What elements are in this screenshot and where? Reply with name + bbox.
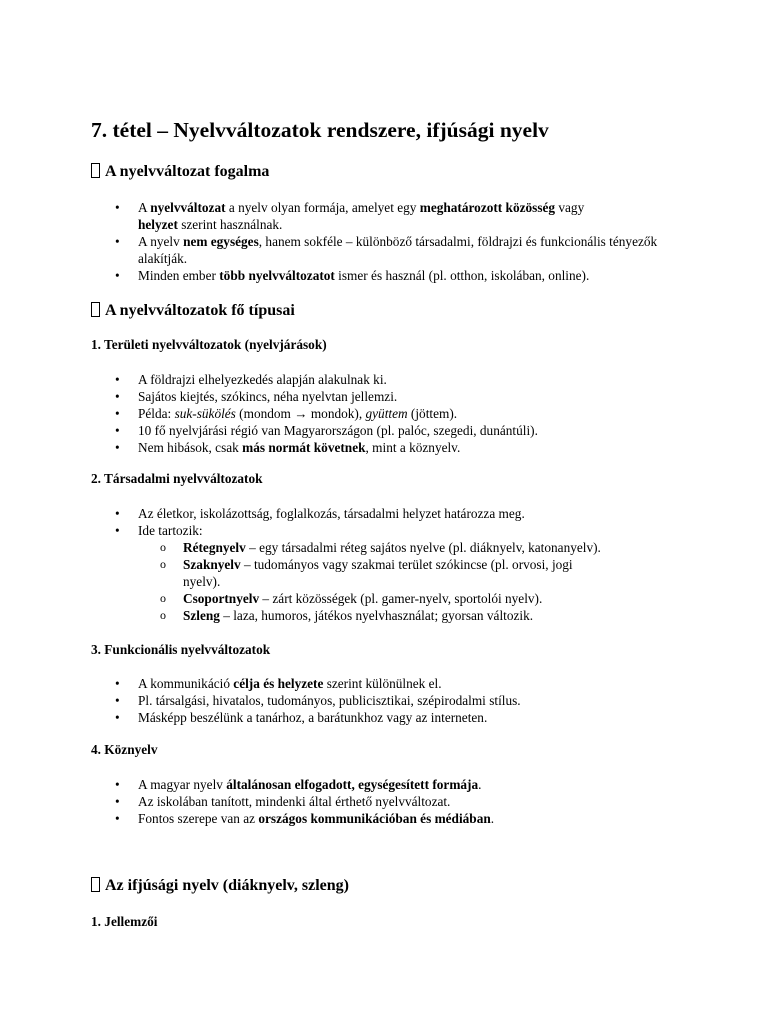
list-item: • 10 fő nyelvjárási régió van Magyarországon (pl. palóc, szegedi, dunántúli). — [115, 422, 675, 439]
section-heading-ifjusagi-text: Az ifjúsági nyelv (diáknyelv, szleng) — [105, 877, 350, 894]
list-item: • A nyelv nem egységes, hanem sokféle – különböző társadalmi, földrajzi és funkcionális tényezők alakítják. — [115, 233, 675, 267]
list-item: • Ide tartozik: o Rétegnyelv – egy társadalmi réteg sajátos nyelve (pl. diáknyelv, katonanyelv). o Szaknyelv – tudományos vagy szakmai terület szókincse (pl. orvosi, jogi nyelv). o Csoportnyelv – zárt közösségek (pl. gamer-nyelv, sportolói nyelv). o Szleng – laza, humoros, játékos nyelvhasználat; gyorsan változik. — [115, 522, 675, 624]
list-item: • Az életkor, iskolázottság, foglalkozás, társadalmi helyzet határozza meg. — [115, 505, 675, 522]
tarsadalmi-list — [115, 505, 675, 624]
list-item: • Sajátos kiejtés, szókincs, néha nyelvtan jellemzi. — [115, 388, 675, 405]
funkcionalis-list — [115, 675, 675, 726]
list-item: • A nyelvváltozat a nyelv olyan formája, amelyet egy meghatározott közösség vagy helyzet szerint használnak. — [115, 199, 675, 233]
subheading-tarsadalmi: 2. Társadalmi nyelvváltozatok — [91, 471, 263, 486]
sublist-item: o Csoportnyelv – zárt közösségek (pl. gamer-nyelv, sportolói nyelv). — [138, 590, 675, 607]
missing-glyph-icon — [91, 163, 100, 178]
subheading-jellemzoi: 1. Jellemzői — [91, 914, 158, 929]
subheading-teruleti: 1. Területi nyelvváltozatok (nyelvjárások) — [91, 337, 327, 352]
fogalma-list — [115, 199, 675, 284]
list-item: • Másképp beszélünk a tanárhoz, a barátunkhoz vagy az interneten. — [115, 709, 675, 726]
list-item: • A magyar nyelv általánosan elfogadott, egységesített formája. — [115, 776, 675, 793]
list-item: • Minden ember több nyelvváltozatot ismer és használ (pl. otthon, iskolában, online). — [115, 267, 675, 284]
list-item: • A földrajzi elhelyezkedés alapján alakulnak ki. — [115, 371, 675, 388]
tarsadalmi-sublist — [138, 539, 675, 624]
section-heading-fogalma — [91, 163, 269, 181]
sublist-item: o Szleng – laza, humoros, játékos nyelvhasználat; gyorsan változik. — [138, 607, 675, 624]
missing-glyph-icon — [91, 877, 100, 892]
list-item: • Az iskolában tanított, mindenki által érthető nyelvváltozat. — [115, 793, 675, 810]
page-title: 7. tétel – Nyelvváltozatok rendszere, ifjúsági nyelv — [91, 118, 549, 142]
list-item: • Pl. társalgási, hivatalos, tudományos, publicisztikai, szépirodalmi stílus. — [115, 692, 675, 709]
list-item: • Példa: suk-sükölés (mondom → mondok), gyüttem (jöttem). — [115, 405, 675, 422]
subheading-funkcionalis: 3. Funkcionális nyelvváltozatok — [91, 642, 271, 657]
missing-glyph-icon — [91, 302, 100, 317]
sublist-item: o Rétegnyelv – egy társadalmi réteg sajátos nyelve (pl. diáknyelv, katonanyelv). — [138, 539, 675, 556]
list-item: • A kommunikáció célja és helyzete szerint különülnek el. — [115, 675, 675, 692]
section-heading-fogalma-text: A nyelvváltozat fogalma — [105, 163, 270, 180]
section-heading-tipusai-text: A nyelvváltozatok fő típusai — [105, 302, 295, 319]
subheading-koznyelv: 4. Köznyelv — [91, 742, 158, 757]
teruleti-list — [115, 371, 675, 456]
sublist-item: o Szaknyelv – tudományos vagy szakmai terület szókincse (pl. orvosi, jogi nyelv). — [138, 556, 675, 590]
list-item: • Fontos szerepe van az országos kommunikációban és médiában. — [115, 810, 675, 827]
section-heading-ifjusagi — [91, 877, 349, 895]
list-item: • Nem hibások, csak más normát követnek, mint a köznyelv. — [115, 439, 675, 456]
section-heading-tipusai — [91, 302, 295, 320]
koznyelv-list — [115, 776, 675, 827]
